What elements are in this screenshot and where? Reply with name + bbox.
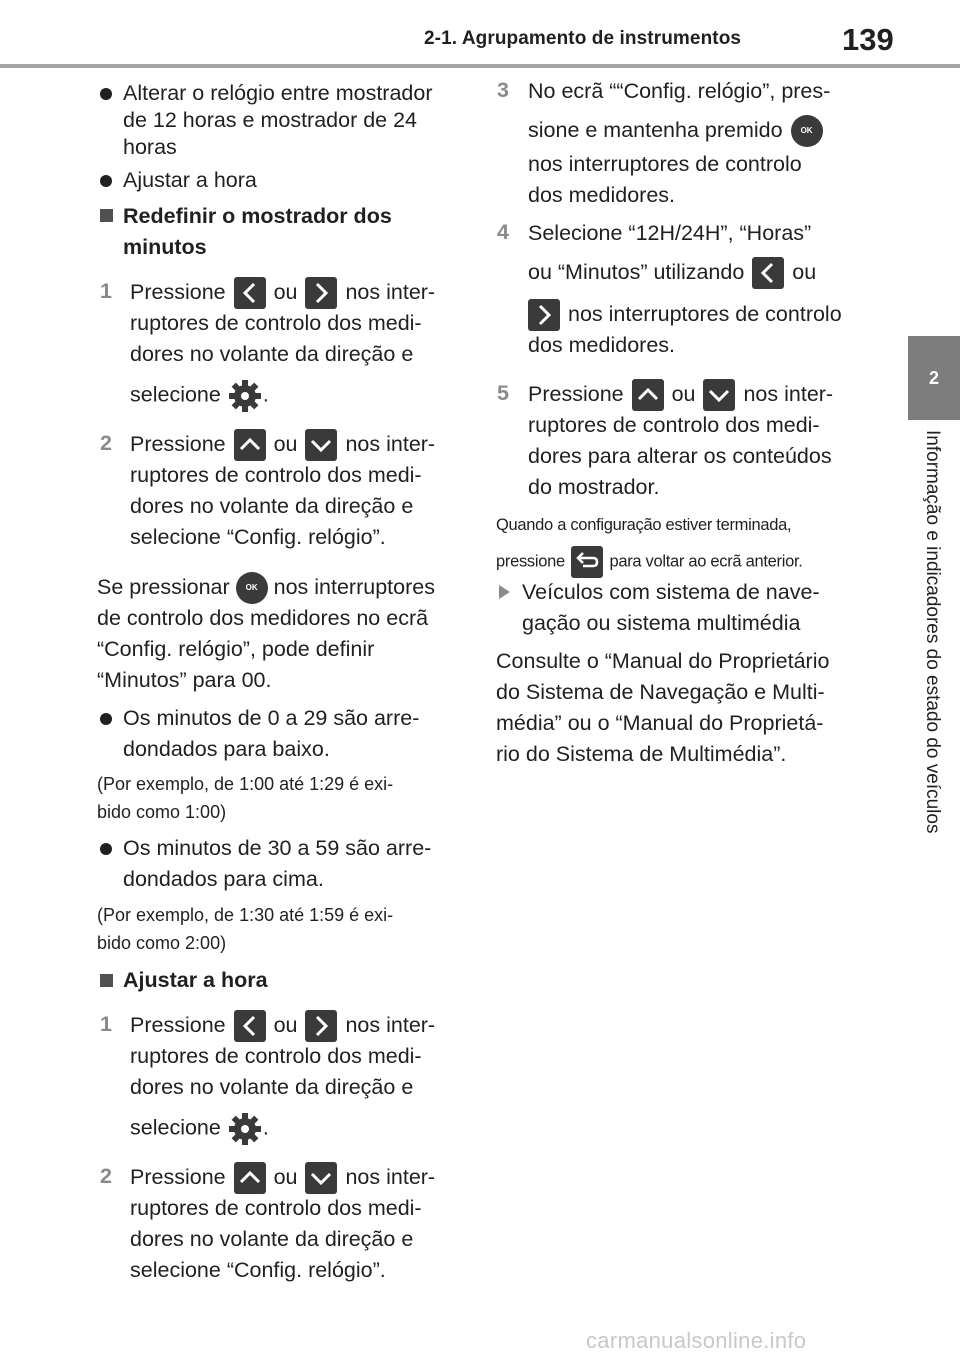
text: nos interruptores <box>273 575 435 599</box>
bullet-adjust-time: Ajustar a hora <box>123 168 257 192</box>
text-line: bido como 2:00) <box>97 933 227 953</box>
step-4 <box>528 218 842 361</box>
chevron-up-icon <box>234 1162 266 1194</box>
text-line: Selecione “12H/24H”, “Horas” <box>528 221 812 245</box>
chevron-right-icon <box>305 1010 337 1042</box>
text: nos inter- <box>345 280 436 304</box>
step-5 <box>528 379 833 503</box>
text-line: de 12 horas e mostrador de 24 <box>123 108 418 132</box>
text-line: Os minutos de 0 a 29 são arre- <box>123 706 420 730</box>
nav-system-heading <box>522 577 820 639</box>
paragraph-ok-minutes <box>97 572 435 696</box>
text-line: ruptores de controlo dos medi- <box>130 463 422 487</box>
text-line: rio do Sistema de Multimédia”. <box>496 742 787 766</box>
text-line: dondados para baixo. <box>123 737 330 761</box>
triangle-bullet-icon <box>499 585 510 599</box>
text: Pressione <box>130 432 226 456</box>
text-line: média” ou o “Manual do Proprietá- <box>496 711 824 735</box>
section-title: 2-1. Agrupamento de instrumentos <box>424 28 742 49</box>
heading-line: minutos <box>123 235 207 259</box>
text-line: Os minutos de 30 a 59 são arre- <box>123 836 432 860</box>
bullet-icon <box>100 88 112 100</box>
text-line: do mostrador. <box>528 475 660 499</box>
text: . <box>262 382 269 407</box>
chevron-left-icon <box>234 1010 266 1042</box>
text-line: (Por exemplo, de 1:00 até 1:29 é exi- <box>97 774 394 794</box>
bullet-icon <box>100 713 112 725</box>
chapter-title: Informação e indicadores do estado do veículos <box>922 430 943 834</box>
text: Pressione <box>130 1013 226 1037</box>
text-line: selecione “Config. relógio”. <box>130 1258 386 1282</box>
text: ou <box>273 1165 298 1189</box>
note-example-1 <box>97 770 393 826</box>
completion-note <box>496 510 803 578</box>
chevron-down-icon <box>305 1162 337 1194</box>
text-line: ruptores de controlo dos medi- <box>130 311 422 335</box>
bullet-round-up <box>123 833 431 895</box>
chevron-down-icon <box>703 379 735 411</box>
text-line: Alterar o relógio entre mostrador <box>123 81 433 105</box>
text: ou <box>273 280 298 304</box>
nav-system-paragraph <box>496 646 829 770</box>
bullet-round-down <box>123 703 419 765</box>
text-line: horas <box>123 135 177 159</box>
text-line: ruptores de controlo dos medi- <box>130 1044 422 1068</box>
heading-square-icon <box>100 974 113 987</box>
step-1 <box>130 277 435 412</box>
text: ou <box>792 260 817 284</box>
text: ou <box>273 1013 298 1037</box>
chevron-down-icon <box>305 429 337 461</box>
step-number: 2 <box>100 1164 112 1188</box>
ok-button-icon: OK <box>791 115 823 147</box>
bullet-icon <box>100 175 112 187</box>
text: . <box>262 1115 269 1140</box>
text-line: “Minutos” para 00. <box>97 668 272 692</box>
text: para voltar ao ecrã anterior. <box>609 552 803 571</box>
text: nos inter- <box>345 1165 436 1189</box>
bullet-icon <box>100 843 112 855</box>
text-line: dores no volante da direção e <box>130 342 414 366</box>
step-number: 2 <box>100 431 112 455</box>
text: sione e mantenha premido <box>528 118 783 142</box>
gear-icon <box>227 1111 263 1147</box>
chevron-right-icon <box>528 299 560 331</box>
chevron-left-icon <box>234 277 266 309</box>
step-1-time <box>130 1010 435 1145</box>
text: ou <box>671 382 696 406</box>
heading-reset-minutes <box>123 201 392 263</box>
text: ou <box>273 432 298 456</box>
heading-adjust-time: Ajustar a hora <box>123 968 268 992</box>
watermark: carmanualsonline.info <box>586 1328 807 1353</box>
chevron-left-icon <box>752 257 784 289</box>
text-line: ruptores de controlo dos medi- <box>130 1196 422 1220</box>
step-3 <box>528 76 830 211</box>
text: nos inter- <box>345 432 436 456</box>
step-number: 3 <box>497 78 509 102</box>
text-line: No ecrã ““Config. relógio”, pres- <box>528 79 831 103</box>
header-divider <box>0 64 960 68</box>
text-line: bido como 1:00) <box>97 802 227 822</box>
gear-icon <box>227 378 263 414</box>
chevron-right-icon <box>305 277 337 309</box>
heading-square-icon <box>100 209 113 222</box>
text-line: “Config. relógio”, pode definir <box>97 637 375 661</box>
bullet-clock-format <box>123 78 433 163</box>
text: Pressione <box>130 280 226 304</box>
text-line: do Sistema de Navegação e Multi- <box>496 680 825 704</box>
heading-line: Redefinir o mostrador dos <box>123 204 392 228</box>
text-line: de controlo dos medidores no ecrã <box>97 606 429 630</box>
text-line: (Por exemplo, de 1:30 até 1:59 é exi- <box>97 905 394 925</box>
text-line: ruptores de controlo dos medi- <box>528 413 820 437</box>
text-line: dos medidores. <box>528 183 675 207</box>
text: Pressione <box>130 1165 226 1189</box>
text-line: selecione “Config. relógio”. <box>130 525 386 549</box>
step-2-time <box>130 1162 435 1286</box>
text-line: nos interruptores de controlo <box>528 152 802 176</box>
text: Se pressionar <box>97 575 230 599</box>
page-number: 139 <box>842 22 894 57</box>
ok-button-icon: OK <box>236 572 268 604</box>
step-number: 1 <box>100 279 112 303</box>
chevron-up-icon <box>234 429 266 461</box>
step-number: 1 <box>100 1012 112 1036</box>
text: nos inter- <box>345 1013 436 1037</box>
chapter-title-vertical <box>908 430 956 910</box>
text-line: dondados para cima. <box>123 867 324 891</box>
text-line: dos medidores. <box>528 333 675 357</box>
step-number: 4 <box>497 220 509 244</box>
text-line: gação ou sistema multimédia <box>522 611 801 635</box>
chevron-up-icon <box>632 379 664 411</box>
text: pressione <box>496 552 565 571</box>
text-line: Consulte o “Manual do Proprietário <box>496 649 830 673</box>
text-line: dores no volante da direção e <box>130 1227 414 1251</box>
text-line: Veículos com sistema de nave- <box>522 580 820 604</box>
text-line: dores no volante da direção e <box>130 1075 414 1099</box>
chapter-tab: 2 <box>908 336 960 420</box>
text: selecione <box>130 382 221 407</box>
text: ou “Minutos” utilizando <box>528 260 745 284</box>
text: nos interruptores de controlo <box>567 302 842 326</box>
text-line: dores para alterar os conteúdos <box>528 444 832 468</box>
step-number: 5 <box>497 381 509 405</box>
text-line: Quando a configuração estiver terminada, <box>496 516 792 534</box>
text: nos inter- <box>743 382 834 406</box>
note-example-2 <box>97 901 393 957</box>
text: selecione <box>130 1115 221 1140</box>
text-line: dores no volante da direção e <box>130 494 414 518</box>
step-2 <box>130 429 435 553</box>
back-icon <box>571 546 603 578</box>
text: Pressione <box>528 382 624 406</box>
